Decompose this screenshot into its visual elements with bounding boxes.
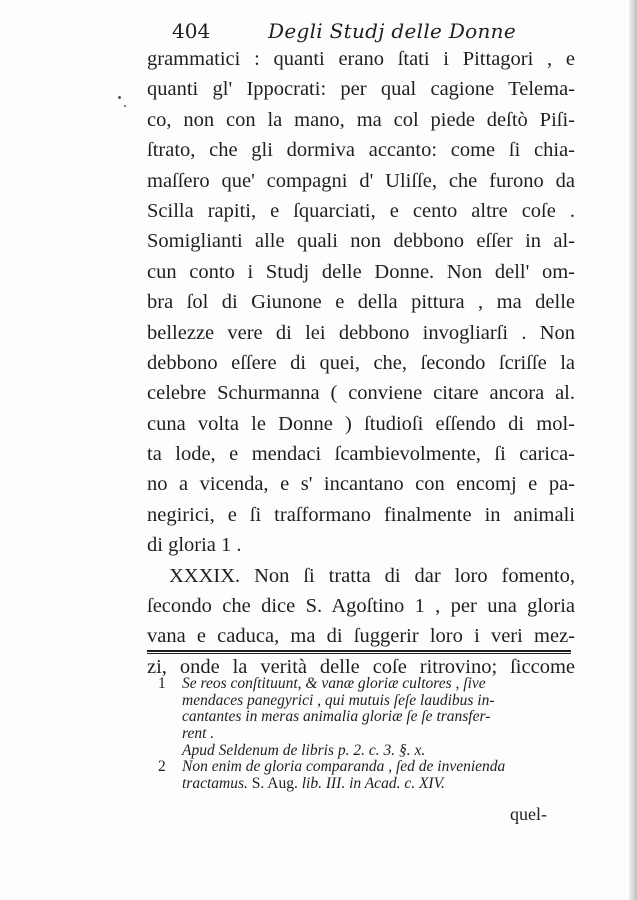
text-line: grammatici : quanti erano ſtati i Pittagori , e <box>147 48 575 70</box>
text-line: no a vicenda, e s' incantano con encomj e pa- <box>147 473 575 496</box>
footnote-source-ref: lib. III. in Acad. c. XIV. <box>301 776 445 793</box>
footnote-source-title: Apud Seldenum de libris <box>182 742 334 759</box>
text-line: bellezze vere di lei debbono invogliarſi . Non <box>147 321 575 344</box>
text-line: quanti gl' Ippocrati: per qual cagione Telema- <box>147 78 575 101</box>
text-line: cuna volta le Donne ) ſtudioſi eſſendo di mol- <box>147 412 575 435</box>
catchword: quel- <box>510 804 547 824</box>
page-number: 404 <box>172 19 211 43</box>
paper-speck <box>124 105 126 107</box>
paper-speck <box>118 96 121 99</box>
text-line: Scilla rapiti, e ſquarciati, e cento altre coſe . <box>147 199 575 222</box>
text-line: ſecondo che dice S. Agoſtino 1 , per una gloria <box>147 595 575 618</box>
text-line: zi, onde la verità delle coſe ritrovino; ſiccome <box>147 655 575 678</box>
text-line: vana e caduca, ma di ſuggerir loro i veri mez- <box>147 625 575 648</box>
footnotes <box>158 676 573 793</box>
footnote-source <box>158 776 573 793</box>
page-header <box>172 18 532 44</box>
text-line: cun conto i Studj delle Donne. Non dell' om- <box>147 260 575 283</box>
footnote-rule <box>147 650 571 654</box>
page-edge-shadow <box>629 0 637 900</box>
footnote-source-ref: p. 2. c. 3. §. x. <box>337 742 426 759</box>
footnote-text: Non enim de gloria comparanda , ſed de invenienda <box>182 759 506 776</box>
footnote-text: rent . <box>182 726 215 743</box>
text-line: di gloria 1 . <box>147 534 242 557</box>
section-start-line: XXXIX. Non ſi tratta di dar loro fomento, <box>169 564 575 587</box>
text-line: negirici, e ſi traſformano finalmente in animali <box>147 503 575 526</box>
text-line: ſtrato, che gli dormiva accanto: come ſi chia- <box>147 139 575 162</box>
text-line: celebre Schurmanna ( conviene citare ancora al. <box>147 382 575 405</box>
footnote-source-author: S. Aug. <box>251 776 298 793</box>
body-text <box>147 44 575 682</box>
text-line: maſſero que' compagni d' Uliſſe, che furono da <box>147 169 575 192</box>
text-line: bra ſol di Giunone e della pittura , ma delle <box>147 291 575 314</box>
footnote-text: mendaces panegyrici , qui mutuis ſeſe laudibus in- <box>182 692 495 709</box>
text-line: debbono eſſere di quei, che, ſecondo ſcriſſe la <box>147 351 575 374</box>
text-line: Somiglianti alle quali non debbono eſſer in al- <box>147 230 575 253</box>
footnote-source <box>158 743 573 760</box>
footnote-text: Se reos conſtituunt, & vanæ gloriæ cultores , ſive <box>182 676 486 692</box>
footnote-text: cantantes in meras animalia gloriæ ſe ſe transfer- <box>182 709 491 726</box>
footnote-marker: 1 <box>158 676 166 692</box>
footnote-marker: 2 <box>158 759 166 776</box>
footnote-1 <box>158 676 573 693</box>
footnote-2 <box>158 759 573 776</box>
text-line: co, non con la mano, ma col piede deſtò Piſi- <box>147 108 575 131</box>
footnote-text: tractamus. <box>182 776 248 793</box>
running-head: Degli Studj delle Donne <box>268 19 517 43</box>
text-line: ta lode, e mendaci ſcambievolmente, ſi carica- <box>147 443 575 466</box>
